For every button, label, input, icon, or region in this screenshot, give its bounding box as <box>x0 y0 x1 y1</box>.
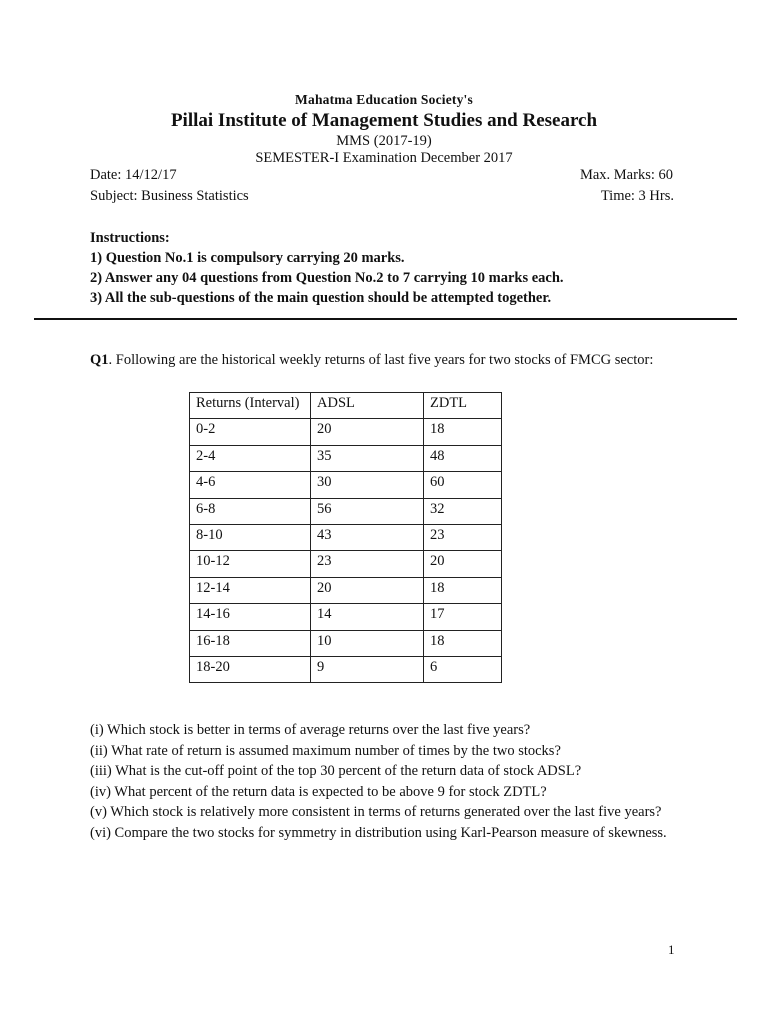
table-cell: 18 <box>424 419 502 445</box>
society-name: Mahatma Education Society's <box>295 92 473 107</box>
table-cell: 6-8 <box>190 498 311 524</box>
exam-date: Date: 14/12/17 <box>90 167 177 183</box>
divider <box>34 318 737 320</box>
table-cell: 23 <box>424 524 502 550</box>
table-row <box>190 604 502 630</box>
column-header: ZDTL <box>424 393 502 419</box>
table-cell: 8-10 <box>190 524 311 550</box>
table-cell: 23 <box>311 551 424 577</box>
table-row <box>190 472 502 498</box>
table-row <box>190 551 502 577</box>
table-cell: 20 <box>311 577 424 603</box>
program-line: MMS (2017-19) <box>336 133 432 149</box>
table-cell: 9 <box>311 656 424 682</box>
table-cell: 10 <box>311 630 424 656</box>
sub-questions <box>90 720 678 843</box>
table-cell: 14 <box>311 604 424 630</box>
table-row <box>190 577 502 603</box>
sub-question: (ii) What rate of return is assumed maximum number of times by the two stocks? <box>90 742 561 759</box>
question-label: Q1 <box>90 352 109 368</box>
table-cell: 10-12 <box>190 551 311 577</box>
table-cell: 30 <box>311 472 424 498</box>
table-row <box>190 656 502 682</box>
subject: Subject: Business Statistics <box>90 188 249 204</box>
instruction-item: 1) Question No.1 is compulsory carrying 20 marks. <box>90 250 405 266</box>
table-cell: 32 <box>424 498 502 524</box>
table-cell: 16-18 <box>190 630 311 656</box>
table-cell: 14-16 <box>190 604 311 630</box>
question-1-prompt <box>90 352 653 369</box>
table-row <box>190 524 502 550</box>
instruction-item: 3) All the sub-questions of the main question should be attempted together. <box>90 290 552 306</box>
table-header-row <box>190 393 502 419</box>
table-cell: 35 <box>311 445 424 471</box>
instruction-item: 2) Answer any 04 questions from Question No.2 to 7 carrying 10 marks each. <box>90 270 564 286</box>
table-row <box>190 445 502 471</box>
sub-question: (iv) What percent of the return data is expected to be above 9 for stock ZDTL? <box>90 783 547 800</box>
sub-question: (v) Which stock is relatively more consistent in terms of returns generated over the last five years? <box>90 804 662 820</box>
table-cell: 0-2 <box>190 419 311 445</box>
table-cell: 4-6 <box>190 472 311 498</box>
table-cell: 60 <box>424 472 502 498</box>
sub-question: (i) Which stock is better in terms of average returns over the last five years? <box>90 722 531 738</box>
returns-table <box>189 392 502 683</box>
table-cell: 20 <box>424 551 502 577</box>
table-cell: 18-20 <box>190 656 311 682</box>
table-cell: 56 <box>311 498 424 524</box>
table-cell: 12-14 <box>190 577 311 603</box>
sub-question: (iii) What is the cut-off point of the top 30 percent of the return data of stock ADSL? <box>90 763 582 779</box>
table-cell: 17 <box>424 604 502 630</box>
page-number: 1 <box>668 942 675 957</box>
question-text: . Following are the historical weekly returns of last five years for two stocks of FMCG sector: <box>108 352 654 368</box>
table-cell: 48 <box>424 445 502 471</box>
table-cell: 18 <box>424 577 502 603</box>
table-row <box>190 419 502 445</box>
table-row <box>190 498 502 524</box>
sub-question: (vi) Compare the two stocks for symmetry in distribution using Karl-Pearson measure of skewness. <box>90 824 667 841</box>
table-cell: 2-4 <box>190 445 311 471</box>
table-cell: 6 <box>424 656 502 682</box>
column-header: Returns (Interval) <box>190 393 311 419</box>
max-marks: Max. Marks: 60 <box>579 167 673 183</box>
table-cell: 18 <box>424 630 502 656</box>
table-row <box>190 630 502 656</box>
column-header: ADSL <box>311 393 424 419</box>
institute-name: Pillai Institute of Management Studies and Research <box>170 110 598 131</box>
table-cell: 43 <box>311 524 424 550</box>
instructions-title: Instructions: <box>90 230 170 246</box>
duration: Time: 3 Hrs. <box>600 188 674 204</box>
exam-title: SEMESTER-I Examination December 2017 <box>255 150 513 166</box>
table-cell: 20 <box>311 419 424 445</box>
